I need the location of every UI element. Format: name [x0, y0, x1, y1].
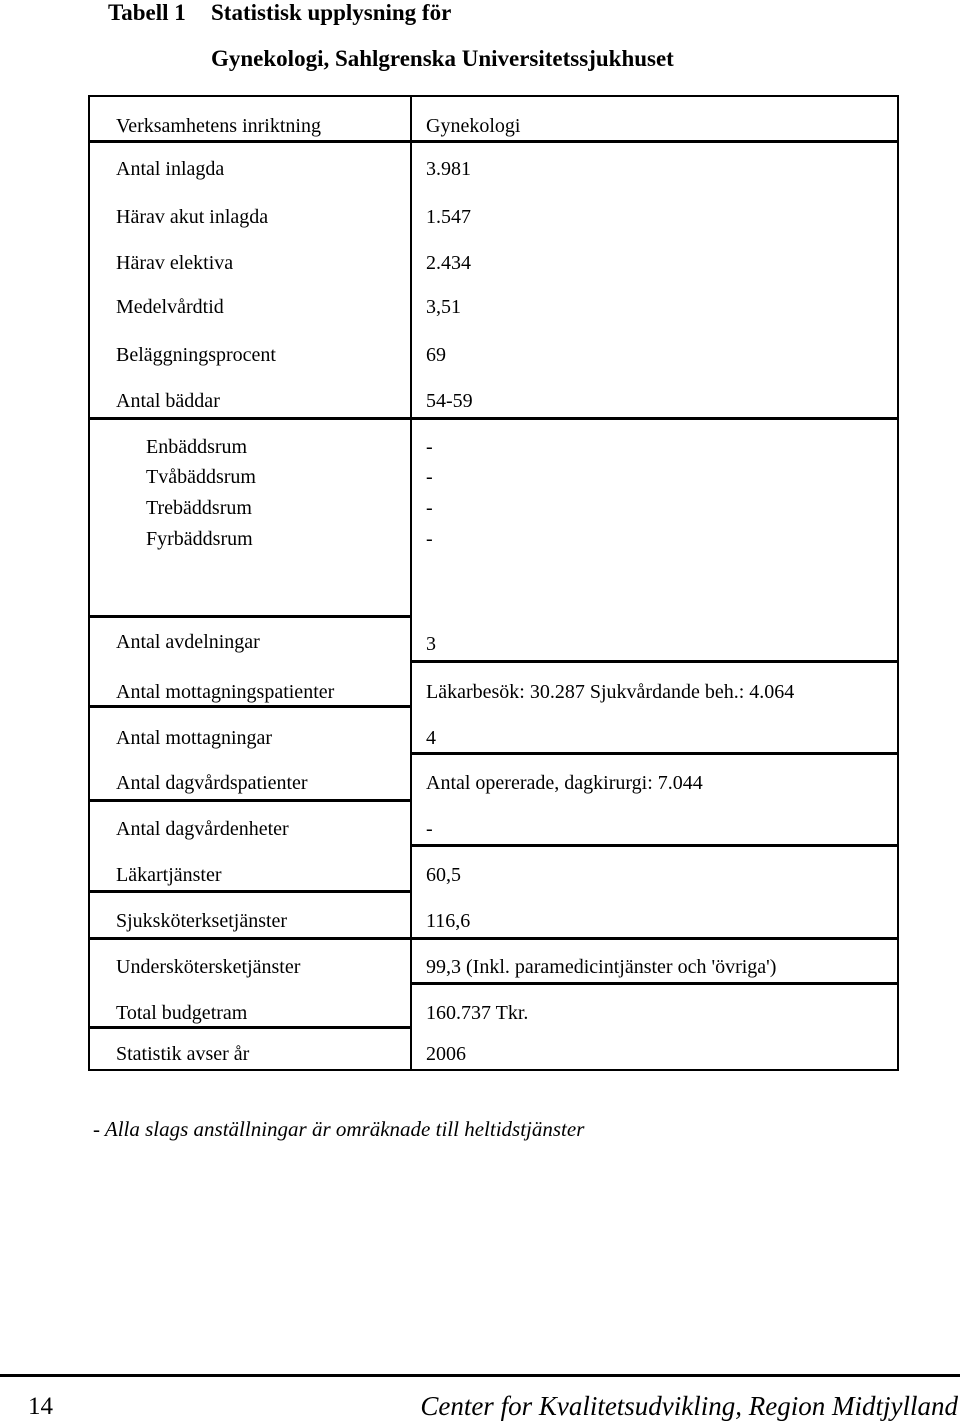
row-label: Trebäddsrum [146, 497, 252, 519]
row-value: 1.547 [426, 206, 471, 228]
row-label: Medelvårdtid [116, 296, 224, 318]
row-divider [90, 140, 897, 143]
row-divider [90, 890, 412, 893]
row-label: Härav elektiva [116, 252, 234, 274]
row-label: Fyrbäddsrum [146, 528, 253, 550]
row-label: Härav akut inlagda [116, 206, 269, 228]
row-label: Antal mottagningspatienter [116, 681, 335, 703]
footnote: - Alla slags anställningar är omräknade till heltidstjänster [93, 1117, 585, 1141]
row-label: Total budgetram [116, 1002, 248, 1024]
row-value: - [426, 497, 433, 519]
table-title-line1: Statistisk upplysning för [211, 0, 452, 25]
row-label: Antal mottagningar [116, 727, 273, 749]
row-divider [90, 799, 412, 802]
row-divider [90, 615, 412, 618]
row-label: Enbäddsrum [146, 436, 248, 458]
row-label: Antal inlagda [116, 158, 225, 180]
row-label: Antal bäddar [116, 390, 220, 412]
row-label: Tvåbäddsrum [146, 466, 256, 488]
row-value: - [426, 466, 433, 488]
row-value: - [426, 528, 433, 550]
footer-organization: Center for Kvalitetsudvikling, Region Midtjylland [420, 1391, 958, 1421]
row-label: Läkartjänster [116, 864, 222, 886]
table-label: Tabell 1 [108, 0, 186, 25]
row-label: Underskötersketjänster [116, 956, 301, 978]
row-divider [410, 844, 897, 847]
table-title-line2: Gynekologi, Sahlgrenska Universitetssjukhuset [211, 46, 674, 71]
row-value: 2.434 [426, 252, 471, 274]
row-label: Antal avdelningar [116, 631, 260, 653]
row-value: 4 [426, 727, 436, 749]
row-value: Antal opererade, dagkirurgi: 7.044 [426, 772, 703, 794]
column-divider [410, 97, 412, 1069]
row-value: 54-59 [426, 390, 473, 412]
row-value: 3,51 [426, 296, 461, 318]
row-value: Gynekologi [426, 115, 521, 137]
row-divider [90, 417, 897, 420]
row-value: - [426, 436, 433, 458]
row-value: 2006 [426, 1043, 466, 1065]
row-divider [410, 752, 897, 755]
row-value: 3 [426, 633, 436, 655]
row-label: Beläggningsprocent [116, 344, 276, 366]
row-divider [410, 660, 897, 663]
row-label: Sjuksköterksetjänster [116, 910, 288, 932]
row-value: 69 [426, 344, 446, 366]
row-value: 60,5 [426, 864, 461, 886]
footer-divider [0, 1374, 960, 1377]
row-value: 3.981 [426, 158, 471, 180]
row-value: 160.737 Tkr. [426, 1002, 529, 1024]
statistics-table [88, 95, 899, 1071]
row-divider [90, 705, 412, 708]
row-label: Antal dagvårdspatienter [116, 772, 308, 794]
table-heading [108, 0, 451, 26]
page-number: 14 [28, 1393, 53, 1420]
row-label: Verksamhetens inriktning [116, 115, 321, 137]
row-value: Läkarbesök: 30.287 Sjukvårdande beh.: 4.064 [426, 681, 795, 703]
row-divider [90, 1026, 412, 1029]
row-divider [90, 937, 897, 940]
row-label: Antal dagvårdenheter [116, 818, 289, 840]
row-value: 99,3 (Inkl. paramedicintjänster och 'övriga') [426, 956, 777, 978]
row-label: Statistik avser år [116, 1043, 250, 1065]
row-value: - [426, 818, 433, 840]
row-divider [410, 982, 897, 985]
row-value: 116,6 [426, 910, 471, 932]
